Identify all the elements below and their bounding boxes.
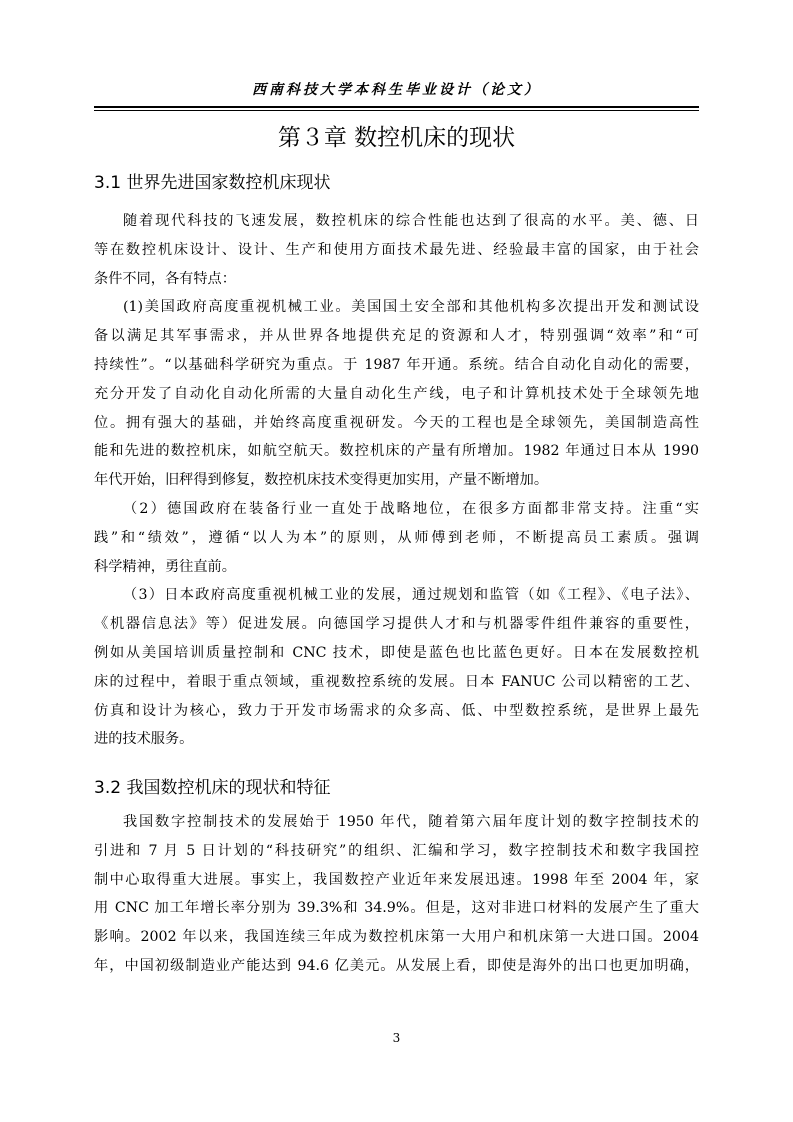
paragraph-line: 床的过程中，着眼于重点领域，重视数控系统的发展。日本 FANUC 公司以精密的工艺、 — [94, 673, 699, 690]
paragraph-line: （2）德国政府在装备行业一直处于战略地位，在很多方面都非常支持。注重“实 — [123, 500, 699, 517]
paragraph-line: 年，中国初级制造业产能达到 94.6 亿美元。从发展上看，即使是海外的出口也更加明确， — [94, 957, 699, 974]
paragraph-line: 持续性”。“以基础科学研究为重点。于 1987 年开通。系统。结合自动化自动化的需要， — [94, 356, 699, 373]
chapter-title: 第３章 数控机床的现状 — [277, 125, 516, 151]
paragraph-line: 年代开始，旧秤得到修复，数控机床技术变得更加实用，产量不断增加。 — [94, 472, 549, 489]
paragraph-line: 科学精神，勇往直前。 — [94, 558, 236, 575]
paragraph-line: 《机器信息法》等）促进发展。向德国学习提供人才和与机器零件组件兼容的重要性， — [94, 616, 699, 633]
paragraph-line: 备以满足其军事需求，并从世界各地提供充足的资源和人才，特别强调“效率”和“可 — [94, 328, 699, 345]
section-heading-3-1: 3.1 世界先进国家数控机床现状 — [94, 173, 331, 193]
header-rule-thin — [94, 110, 699, 111]
running-header: 西南科技大学本科生毕业设计（论文） — [252, 82, 541, 98]
header-rule-thick — [94, 106, 699, 108]
section-3-1-body — [94, 207, 699, 754]
paragraph-line: (1)美国政府高度重视机械工业。美国国土安全部和其他机构多次提出开发和测试设 — [123, 299, 699, 316]
paragraph-line: 引进和 7 月 5 日计划的“科技研究”的组织、汇编和学习，数字控制技术和数字我国控 — [94, 842, 699, 859]
paragraph-line: 充分开发了自动化自动化所需的大量自动化生产线，电子和计算机技术处于全球领先地 — [94, 385, 699, 402]
paragraph-line: 我国数字控制技术的发展始于 1950 年代，随着第六届年度计划的数字控制技术的 — [123, 814, 699, 830]
paragraph-line: 随着现代科技的飞速发展，数控机床的综合性能也达到了很高的水平。美、德、日 — [123, 213, 699, 229]
paragraph-line: 例如从美国培训质量控制和 CNC 技术，即使是蓝色也比蓝色更好。日本在发展数控机 — [94, 644, 699, 661]
paragraph-line: （3）日本政府高度重视机械工业的发展，通过规划和监管（如《工程》、《电子法》、 — [123, 587, 699, 604]
page-number: 3 — [392, 1031, 401, 1045]
paragraph-line: 用 CNC 加工年增长率分别为 39.3%和 34.9%。但是，这对非进口材料的发展产生了重大 — [94, 900, 699, 917]
paragraph-line: 条件不同，各有特点： — [94, 270, 236, 287]
paragraph-line: 制中心取得重大进展。事实上，我国数控产业近年来发展迅速。1998 年至 2004 年，家 — [94, 871, 699, 888]
paragraph-line: 影响。2002 年以来，我国连续三年成为数控机床第一大用户和机床第一大进口国。2004 — [94, 929, 699, 946]
paragraph-line: 位。拥有强大的基础，并始终高度重视研发。今天的工程也是全球领先，美国制造高性 — [94, 414, 699, 431]
section-3-2-body — [94, 808, 699, 981]
paragraph-line: 等在数控机床设计、设计、生产和使用方面技术最先进、经验最丰富的国家，由于社会 — [94, 241, 699, 258]
paragraph-line: 进的技术服务。 — [94, 731, 194, 748]
paragraph-line: 能和先进的数控机床，如航空航天。数控机床的产量有所增加。1982 年通过日本从 1990 — [94, 443, 699, 460]
section-heading-3-2: 3.2 我国数控机床的现状和特征 — [94, 778, 331, 798]
paragraph-line: 践”和“绩效”，遵循“以人为本”的原则，从师傅到老师，不断提高员工素质。强调 — [94, 529, 699, 546]
paragraph-line: 仿真和设计为核心，致力于开发市场需求的众多高、低、中型数控系统，是世界上最先 — [94, 702, 699, 719]
